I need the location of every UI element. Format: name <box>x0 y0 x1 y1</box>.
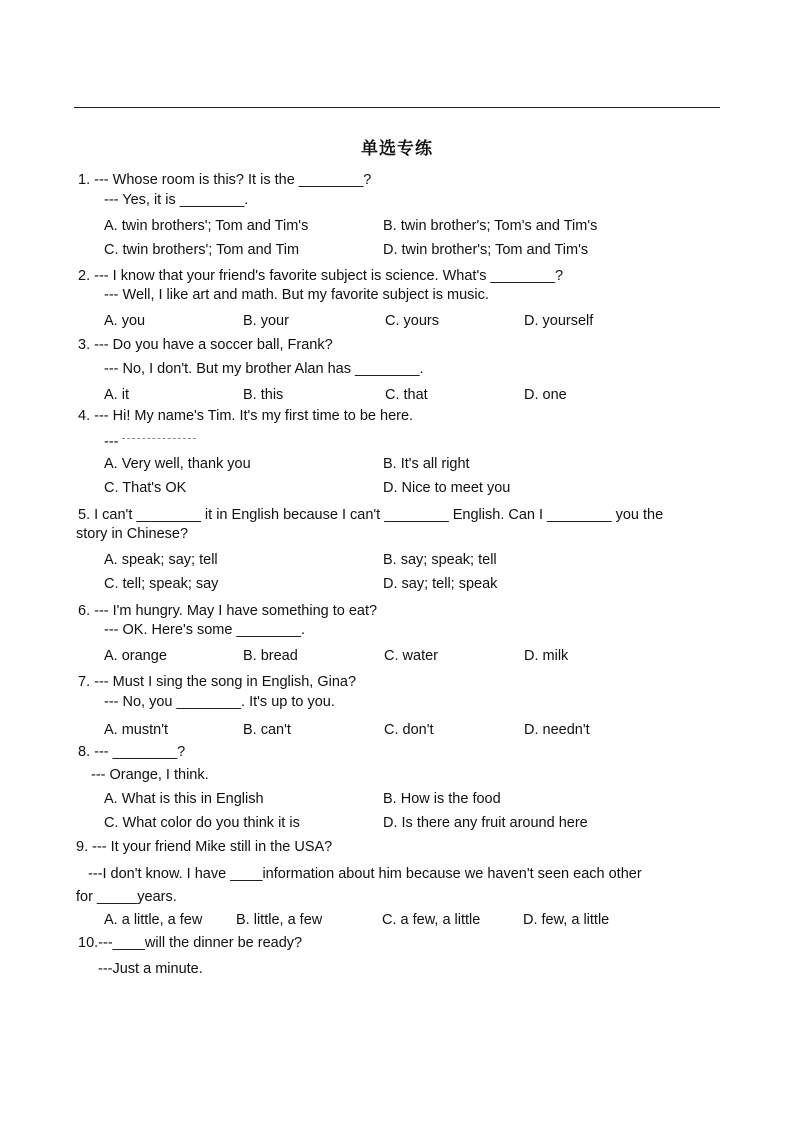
question-9-option-a[interactable]: A. a little, a few <box>104 912 203 928</box>
question-4-option-d[interactable]: D. Nice to meet you <box>383 480 511 496</box>
question-5-option-a[interactable]: A. speak; say; tell <box>104 552 218 568</box>
question-3-reply: --- No, I don't. But my brother Alan has ________. <box>104 361 424 377</box>
question-8-option-d[interactable]: D. Is there any fruit around here <box>383 815 588 831</box>
question-8-option-b[interactable]: B. How is the food <box>383 791 501 807</box>
question-3-stem: 3. --- Do you have a soccer ball, Frank? <box>78 337 333 353</box>
question-5-option-d[interactable]: D. say; tell; speak <box>383 576 498 592</box>
question-7-reply: --- No, you ________. It's up to you. <box>104 694 335 710</box>
question-10-reply: ---Just a minute. <box>98 961 203 977</box>
question-9-option-b[interactable]: B. little, a few <box>236 912 323 928</box>
question-2-option-a[interactable]: A. you <box>104 313 146 329</box>
question-7-option-b[interactable]: B. can't <box>243 722 291 738</box>
question-3-option-c[interactable]: C. that <box>385 387 428 403</box>
question-8-stem: 8. --- ________? <box>78 744 186 760</box>
question-2-option-d[interactable]: D. yourself <box>524 313 594 329</box>
question-9-reply: ---I don't know. I have ____information about him because we haven't seen each other <box>88 866 642 882</box>
question-5-option-b[interactable]: B. say; speak; tell <box>383 552 497 568</box>
question-4-option-b[interactable]: B. It's all right <box>383 456 470 472</box>
question-7-option-d[interactable]: D. needn't <box>524 722 590 738</box>
question-4-option-a[interactable]: A. Very well, thank you <box>104 456 251 472</box>
question-4-blank <box>122 438 196 439</box>
question-9-option-c[interactable]: C. a few, a little <box>382 912 481 928</box>
question-8-option-a[interactable]: A. What is this in English <box>104 791 264 807</box>
page-title: 单选专练 <box>361 139 433 159</box>
question-5-stem-continued: story in Chinese? <box>76 526 189 542</box>
question-6-reply: --- OK. Here's some ________. <box>104 622 306 638</box>
header-rule <box>74 107 720 108</box>
question-4-stem: 4. --- Hi! My name's Tim. It's my first time to be here. <box>78 408 414 424</box>
question-1-option-b[interactable]: B. twin brother's; Tom's and Tim's <box>383 218 598 234</box>
question-10-stem: 10.---____will the dinner be ready? <box>78 935 303 951</box>
question-6-option-c[interactable]: C. water <box>384 648 438 664</box>
question-7-option-c[interactable]: C. don't <box>384 722 434 738</box>
question-2-option-b[interactable]: B. your <box>243 313 289 329</box>
question-6-option-b[interactable]: B. bread <box>243 648 298 664</box>
question-4-option-c[interactable]: C. That's OK <box>104 480 187 496</box>
question-1-stem: 1. --- Whose room is this? It is the ________? <box>78 172 372 188</box>
question-8-option-c[interactable]: C. What color do you think it is <box>104 815 300 831</box>
question-2-reply: --- Well, I like art and math. But my favorite subject is music. <box>104 287 489 303</box>
question-6-option-d[interactable]: D. milk <box>524 648 569 664</box>
question-1-option-d[interactable]: D. twin brother's; Tom and Tim's <box>383 242 589 258</box>
question-4-reply: --- <box>104 434 119 450</box>
question-9-reply-continued: for _____years. <box>76 889 177 905</box>
question-1-option-c[interactable]: C. twin brothers'; Tom and Tim <box>104 242 300 258</box>
question-2-option-c[interactable]: C. yours <box>385 313 439 329</box>
question-9-option-d[interactable]: D. few, a little <box>523 912 610 928</box>
question-3-option-a[interactable]: A. it <box>104 387 129 403</box>
question-7-option-a[interactable]: A. mustn't <box>104 722 169 738</box>
question-6-stem: 6. --- I'm hungry. May I have something to eat? <box>78 603 378 619</box>
question-9-stem: 9. --- It your friend Mike still in the USA? <box>76 839 333 855</box>
question-6-option-a[interactable]: A. orange <box>104 648 167 664</box>
question-7-stem: 7. --- Must I sing the song in English, Gina? <box>78 674 357 690</box>
question-2-stem: 2. --- I know that your friend's favorite subject is science. What's ________? <box>78 268 564 284</box>
question-5-option-c[interactable]: C. tell; speak; say <box>104 576 219 592</box>
question-3-option-d[interactable]: D. one <box>524 387 567 403</box>
question-5-stem: 5. I can't ________ it in English because I can't ________ English. Can I ________ you the <box>78 507 664 523</box>
question-1-option-a[interactable]: A. twin brothers'; Tom and Tim's <box>104 218 309 234</box>
question-1-reply: --- Yes, it is ________. <box>104 192 249 208</box>
question-3-option-b[interactable]: B. this <box>243 387 284 403</box>
question-8-reply: --- Orange, I think. <box>91 767 209 783</box>
